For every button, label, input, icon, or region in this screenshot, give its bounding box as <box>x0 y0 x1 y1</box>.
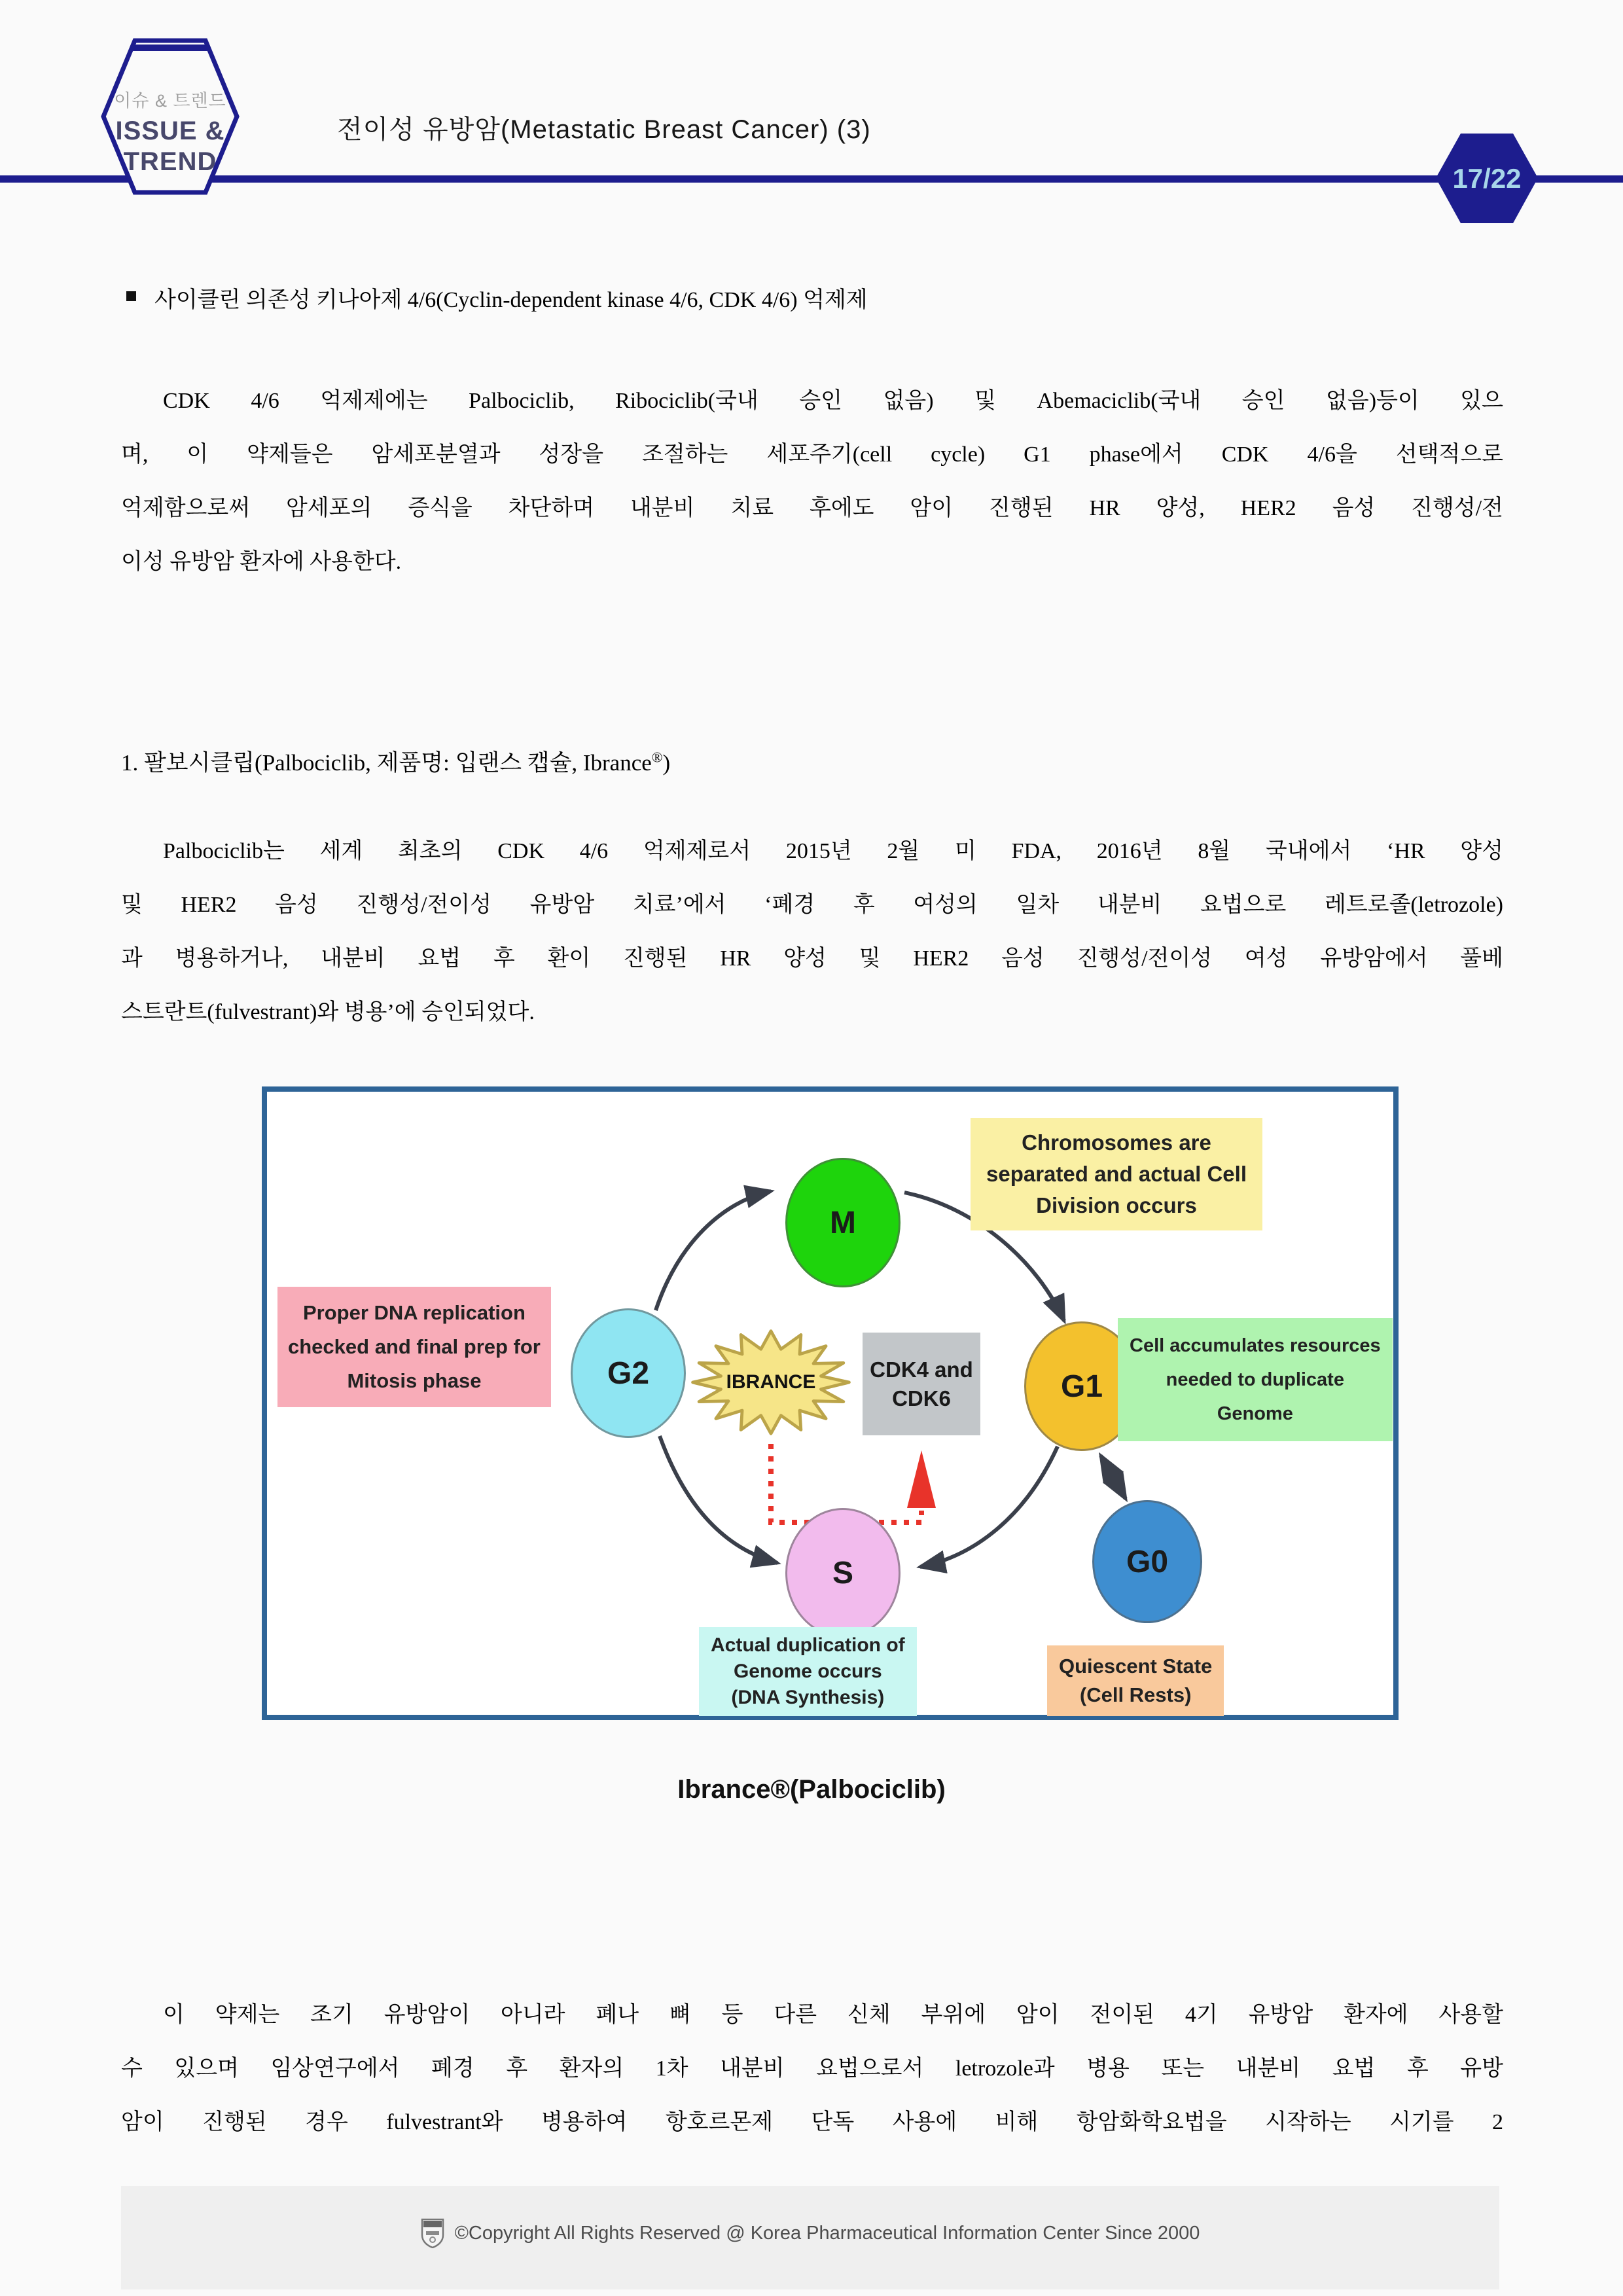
logo-korean-label: 이슈 & 트렌드 <box>114 91 226 111</box>
text-line: 스트란트(fulvestrant)와 병용’에 승인되었다. <box>121 1000 535 1024</box>
cdk-target-box <box>863 1333 980 1435</box>
cell-cycle-diagram <box>262 1086 1399 1720</box>
cdk-line: CDK4 and <box>870 1357 973 1382</box>
note-line: checked and final prep for <box>288 1335 541 1358</box>
logo-trend-label: TREND <box>123 147 217 176</box>
paragraph-3 <box>121 1988 1503 2149</box>
footer <box>121 2186 1499 2289</box>
figure-caption: Ibrance®(Palbociclib) <box>677 1775 946 1804</box>
note-line: Actual duplication of <box>711 1634 905 1656</box>
phase-node-g1: G1 <box>1024 1321 1139 1451</box>
phase-node-g0: G0 <box>1092 1500 1202 1623</box>
text-line: 과 병용하거나, 내분비 요법 후 환이 진행된 HR 양성 및 HER2 음성 진행성/전이성 여성 유방암에서 풀베 <box>121 946 1503 971</box>
note-line: Quiescent State <box>1059 1655 1213 1677</box>
logo-issue-label: ISSUE & <box>115 117 225 145</box>
section-heading-close: ) <box>662 750 671 776</box>
copyright-text: ©Copyright All Rights Reserved @ Korea Pharmaceutical Information Center Since 2000 <box>454 2222 1200 2244</box>
logo-text <box>84 37 257 196</box>
section-heading-1 <box>121 745 1508 778</box>
note-line: Division occurs <box>1036 1193 1197 1217</box>
text-line: 이성 유방암 환자에 사용한다. <box>121 550 402 574</box>
text-line: 및 HER2 음성 진행성/전이성 유방암 치료’에서 ‘폐경 후 여성의 일차 내분비 요법으로 레트로졸(letrozole) <box>121 893 1503 917</box>
text-line: 암이 진행된 경우 fulvestrant와 병용하여 항호르몬제 단독 사용에 비해 항암화학요법을 시작하는 시기를 2 <box>121 2110 1503 2134</box>
bullet-heading-text: 사이클린 의존성 키나아제 4/6(Cyclin-dependent kinase 4/6, CDK 4/6) 억제제 <box>154 288 868 312</box>
note-line: Genome occurs <box>733 1660 882 1682</box>
note-line: needed to duplicate <box>1166 1369 1344 1390</box>
cdk-line: CDK6 <box>892 1386 951 1410</box>
paragraph-2 <box>121 825 1503 1039</box>
note-line: (Cell Rests) <box>1079 1683 1192 1706</box>
phase-node-g2: G2 <box>571 1308 686 1438</box>
note-line: Proper DNA replication <box>302 1301 526 1324</box>
kpic-shield-icon <box>421 2218 444 2248</box>
note-line: (DNA Synthesis) <box>731 1687 885 1708</box>
g0-phase-note <box>1047 1645 1224 1716</box>
note-line: Chromosomes are <box>1022 1130 1211 1155</box>
ibrance-label: IBRANCE <box>726 1371 816 1393</box>
bullet-square-icon <box>126 291 136 301</box>
note-line: separated and actual Cell <box>986 1162 1247 1186</box>
section-heading-text: 1. 팔보시클립(Palbociclib, 제품명: 입랜스 캡슐, Ibrance <box>121 750 652 776</box>
issue-trend-logo <box>84 37 257 196</box>
note-line: Mitosis phase <box>347 1369 482 1392</box>
note-line: Cell accumulates resources <box>1130 1335 1381 1356</box>
paragraph-1 <box>121 374 1503 589</box>
registered-mark: ® <box>651 749 663 766</box>
bullet-heading <box>121 281 1508 314</box>
text-line: 억제함으로써 암세포의 증식을 차단하며 내분비 치료 후에도 암이 진행된 HR 양성, HER2 음성 진행성/전 <box>121 496 1503 520</box>
note-line: Genome <box>1217 1403 1293 1424</box>
phase-node-m: M <box>785 1158 901 1287</box>
m-phase-note <box>971 1118 1262 1230</box>
page-number-badge <box>1435 131 1539 226</box>
text-line: Palbociclib는 세계 최초의 CDK 4/6 억제제로서 2015년 2월 미 FDA, 2016년 8월 국내에서 ‘HR 양성 <box>163 839 1503 863</box>
g1-phase-note <box>1118 1318 1393 1441</box>
page-title: 전이성 유방암(Metastatic Breast Cancer) (3) <box>337 115 871 144</box>
phase-node-s: S <box>785 1508 901 1638</box>
text-line: 며, 이 약제들은 암세포분열과 성장을 조절하는 세포주기(cell cycle) G1 phase에서 CDK 4/6을 선택적으로 <box>121 442 1503 467</box>
page-number-label: 17/22 <box>1452 162 1522 194</box>
text-line: 수 있으며 임상연구에서 폐경 후 환자의 1차 내분비 요법으로서 letrozole과 병용 또는 내분비 요법 후 유방 <box>121 2056 1503 2081</box>
text-line: CDK 4/6 억제제에는 Palbociclib, Ribociclib(국내 승인 없음) 및 Abemaciclib(국내 승인 없음)등이 있으 <box>163 389 1503 413</box>
g2-phase-note <box>277 1287 551 1407</box>
s-phase-note <box>699 1627 917 1716</box>
text-line: 이 약제는 조기 유방암이 아니라 폐나 뼈 등 다른 신체 부위에 암이 전이된 4기 유방암 환자에 사용할 <box>163 2003 1503 2027</box>
